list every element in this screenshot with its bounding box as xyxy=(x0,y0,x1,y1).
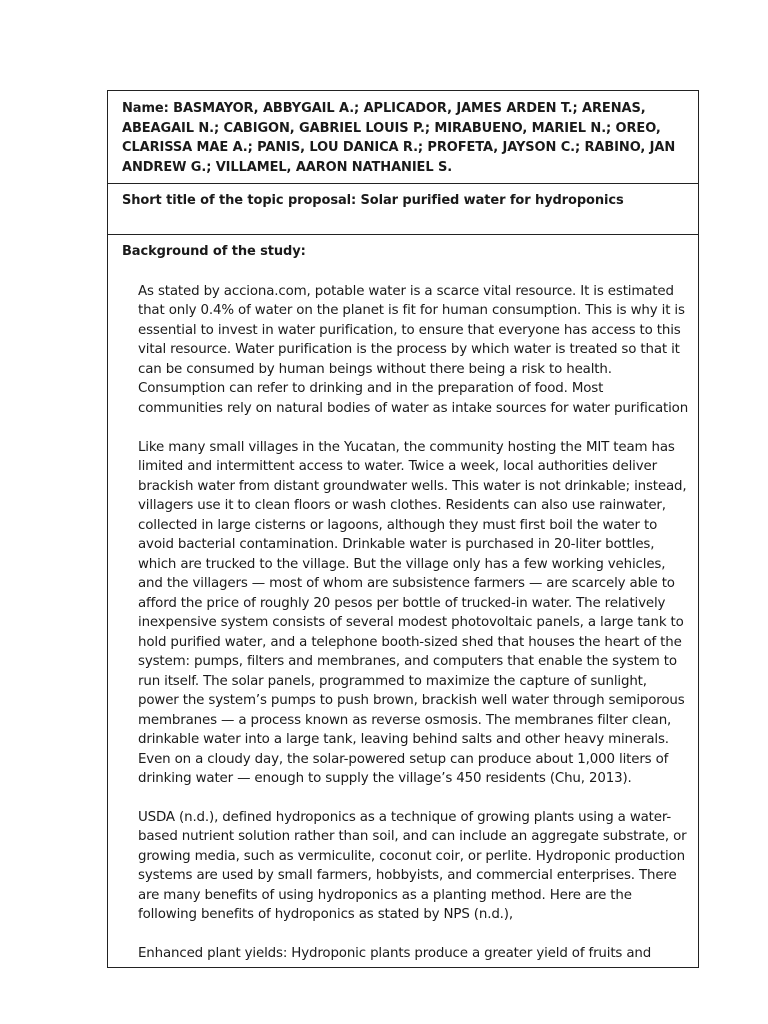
background-paragraph: Enhanced plant yields: Hydroponic plants produce a greater yield of fruits and xyxy=(138,945,652,961)
background-paragraph: As stated by acciona.com, potable water is a scarce vital resource. It is estimated that only 0.4% of water on the planet is fit for human consumption. This is why it is essential to invest in water purification, to ensure that everyone has access to this vital resource. Water purification is the process by which water is treated so that it can be consumed by human beings without there being a risk to health. Consumption can refer to drinking and in the preparation of food. Most communities rely on natural bodies of water as intake sources for water purification xyxy=(138,283,689,416)
background-paragraph: USDA (n.d.), defined hydroponics as a technique of growing plants using a water-based nutrient solution rather than soil, and can include an aggregate substrate, or growing media, such as vermiculite, coconut coir, or perlite. Hydroponic production systems are used by small farmers, hobbyists, and commercial enterprises. There are many benefits of using hydroponics as a planting method. Here are the following benefits of hydroponics as stated by NPS (n.d.), xyxy=(138,809,687,922)
topic-short-title: Short title of the topic proposal: Solar purified water for hydroponics xyxy=(122,193,624,208)
background-heading: Background of the study: xyxy=(122,244,306,259)
group-members-names: Name: BASMAYOR, ABBYGAIL A.; APLICADOR, JAMES ARDEN T.; ARENAS, ABEAGAIL N.; CABIGON, GABRIEL LOUIS P.; MIRABUENO, MARIEL N.; OREO, CLARISSA MAE A.; PANIS, LOU DANICA R.; PROFETA, JAYSON C.; RABINO, JAN ANDREW G.; VILLAMEL, AARON NATHANIEL S. xyxy=(122,101,676,175)
background-cell xyxy=(108,235,698,967)
name-cell xyxy=(108,91,698,184)
background-paragraph: Like many small villages in the Yucatan, the community hosting the MIT team has limited and intermittent access to water. Twice a week, local authorities deliver brackish water from distant groundwater wells. This water is not drinkable; instead, villagers use it to clean floors or wash clothes. Residents can also use rainwater, collected in large cisterns or lagoons, although they must first boil the water to avoid bacterial contamination. Drinkable water is purchased in 20-liter bottles, which are trucked to the village. But the village only has a few working vehicles, and the villagers — most of whom are subsistence farmers — are scarcely able to afford the price of roughly 20 pesos per bottle of trucked-in water. The relatively inexpensive system consists of several modest photovoltaic panels, a large tank to hold purified water, and a telephone booth-sized shed that houses the heart of the system: pumps, filters and membranes, and computers that enable the system to run itself. The solar panels, programmed to maximize the capture of sunlight, power the system’s pumps to push brown, brackish well water through semiporous membranes — a process known as reverse osmosis. The membranes filter clean, drinkable water into a large tank, leaving behind salts and other heavy minerals. Even on a cloudy day, the solar-powered setup can produce about 1,000 liters of drinking water — enough to supply the village’s 450 residents (Chu, 2013). xyxy=(138,439,687,786)
title-cell xyxy=(108,184,698,235)
proposal-form-table xyxy=(107,90,699,968)
